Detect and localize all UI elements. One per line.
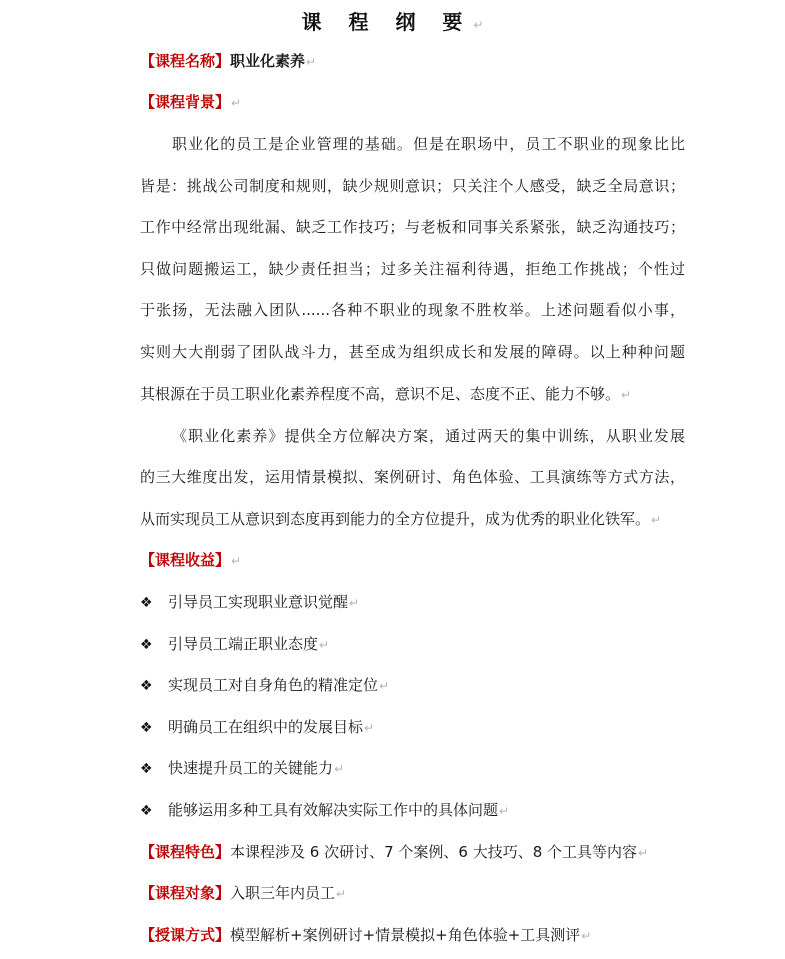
background-para1-line: 皆是：挑战公司制度和规则，缺少规则意识；只关注个人感受，缺乏全局意识； [140,177,685,195]
features-value: 本课程涉及 6 次研讨、7 个案例、6 大技巧、8 个工具等内容 [230,843,638,861]
background-para1-line: 于张扬，无法融入团队......各种不职业的现象不胜枚举。上述问题看似小事， [140,301,685,319]
audience-label: 【课程对象】 [140,884,231,902]
paragraph-mark-icon: ↵ [319,638,330,652]
features-label: 【课程特色】 [140,843,231,861]
background-para2-line: 《职业化素养》提供全方位解决方案，通过两天的集中训练，从职业发展 [172,427,685,445]
paragraph-mark-icon: ↵ [364,721,375,735]
benefit-list-item [140,758,344,779]
benefit-list-item [140,717,374,738]
features-row [140,842,648,863]
paragraph-mark-icon: ↵ [499,804,510,818]
audience-row [140,883,346,904]
benefit-text: 能够运用多种工具有效解决实际工作中的具体问题 [168,801,499,819]
paragraph-mark-icon: ↵ [621,388,632,402]
course-name-label: 【课程名称】 [140,52,231,70]
background-para1-line: 工作中经常出现纰漏、缺乏工作技巧；与老板和同事关系紧张，缺乏沟通技巧； [140,218,685,236]
paragraph-mark-icon: ↵ [231,96,242,110]
paragraph-mark-icon: ↵ [473,18,484,32]
course-name-row [140,51,316,72]
diamond-bullet-icon: ❖ [140,761,153,777]
paragraph-mark-icon: ↵ [336,887,347,901]
paragraph-mark-icon: ↵ [231,554,242,568]
paragraph-mark-icon: ↵ [379,679,390,693]
method-value: 模型解析+案例研讨+情景模拟+角色体验+工具测评 [230,926,581,944]
course-name-value: 职业化素养 [230,52,306,70]
background-para1-line: 实则大大削弱了团队战斗力，甚至成为组织成长和发展的障碍。以上种种问题 [140,343,685,361]
diamond-bullet-icon: ❖ [140,595,153,611]
background-para1-line: 职业化的员工是企业管理的基础。但是在职场中，员工不职业的现象比比 [172,135,685,153]
benefit-text: 实现员工对自身角色的精准定位 [168,676,379,694]
benefit-text: 引导员工实现职业意识觉醒 [168,593,349,611]
diamond-bullet-icon: ❖ [140,637,153,653]
paragraph-mark-icon: ↵ [334,762,345,776]
method-label: 【授课方式】 [140,926,231,944]
diamond-bullet-icon: ❖ [140,678,153,694]
benefit-list-item [140,634,329,655]
benefit-list-item [140,592,359,613]
benefit-text: 明确员工在组织中的发展目标 [168,718,364,736]
background-label: 【课程背景】 [140,93,231,111]
background-para2-line: 的三大维度出发，运用情景模拟、案例研讨、角色体验、工具演练等方式方法， [140,468,685,486]
benefit-list-item [140,675,389,696]
paragraph-mark-icon: ↵ [306,55,317,69]
background-para2-line: 从而实现员工从意识到态度再到能力的全方位提升，成为优秀的职业化铁军。 [140,510,651,528]
method-row [140,925,591,946]
paragraph-mark-icon: ↵ [581,929,592,943]
benefits-heading [140,550,241,571]
benefits-label: 【课程收益】 [140,551,231,569]
background-para1-line: 只做问题搬运工，缺少责任担当；过多关注福利待遇，拒绝工作挑战；个性过 [140,260,685,278]
diamond-bullet-icon: ❖ [140,720,153,736]
background-para1-line: 其根源在于员工职业化素养程度不高，意识不足、态度不正、能力不够。 [140,385,621,403]
paragraph-mark-icon: ↵ [638,846,649,860]
benefit-text: 引导员工端正职业态度 [168,635,319,653]
benefit-text: 快速提升员工的关键能力 [168,759,334,777]
background-heading [140,92,241,113]
document-title [0,6,785,35]
background-para2-last-line [140,509,685,530]
background-para1-last-line [140,384,685,405]
paragraph-mark-icon: ↵ [349,596,360,610]
diamond-bullet-icon: ❖ [140,803,153,819]
paragraph-mark-icon: ↵ [651,513,662,527]
benefit-list-item [140,800,509,821]
audience-value: 入职三年内员工 [230,884,336,902]
title-text: 课 程 纲 要 [301,10,473,34]
